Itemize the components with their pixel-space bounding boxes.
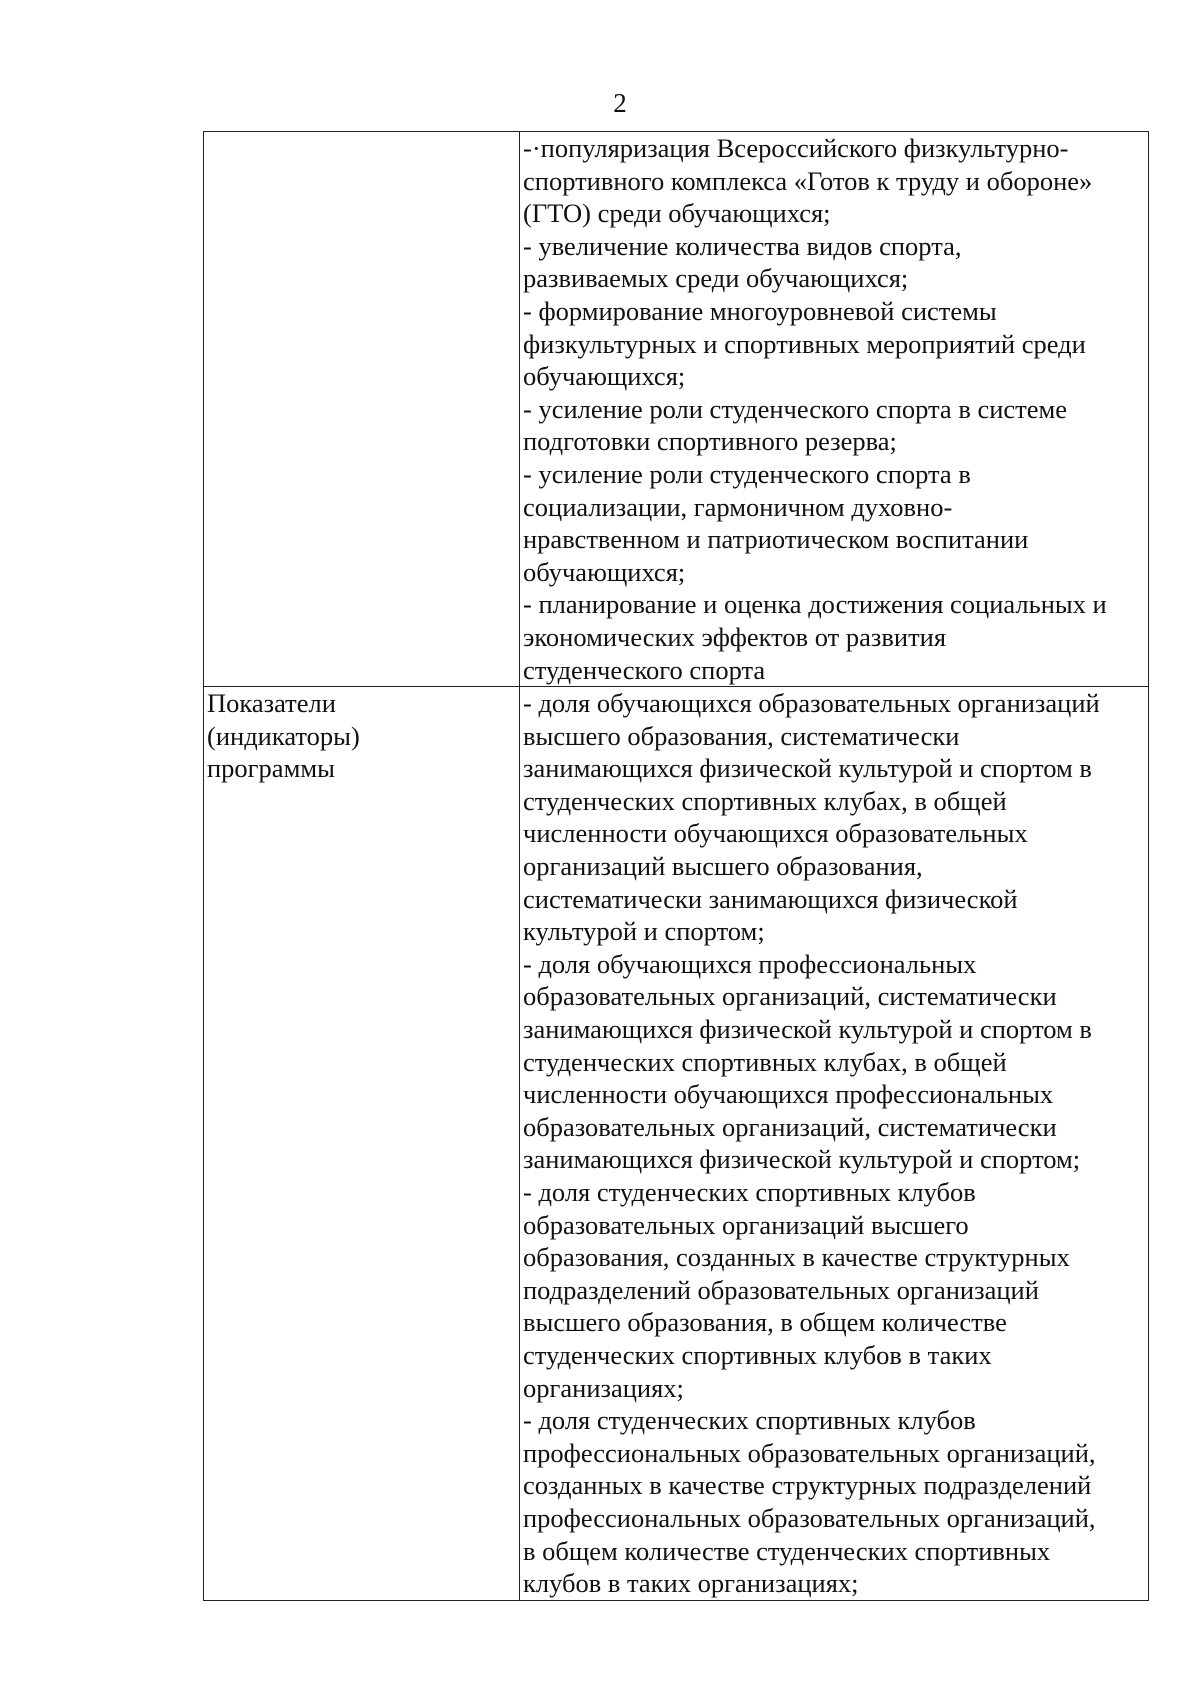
text-line: студенческих спортивных клубах, в общей — [523, 1046, 1007, 1077]
text-line: профессиональных образовательных организаций, — [523, 1502, 1096, 1533]
text-line: обучающихся; — [523, 361, 686, 392]
text-line: образовательных организаций, систематически — [523, 1111, 1057, 1142]
table-cell-content — [520, 687, 1149, 1601]
text-line: высшего образования, в общем количестве — [523, 1307, 1007, 1338]
text-line: подразделений образовательных организаций — [523, 1274, 1039, 1305]
text-line: развиваемых среди обучающихся; — [523, 263, 909, 294]
text-line: организациях; — [523, 1372, 684, 1403]
text-line: занимающихся физической культурой и спортом; — [523, 1144, 1081, 1175]
text-line: - доля студенческих спортивных клубов — [523, 1405, 976, 1436]
text-line: созданных в качестве структурных подразделений — [523, 1470, 1092, 1501]
text-line: подготовки спортивного резерва; — [523, 426, 897, 457]
text-line: нравственном и патриотическом воспитании — [523, 524, 1029, 555]
text-line: студенческого спорта — [523, 654, 766, 685]
text-line: численности обучающихся профессиональных — [523, 1079, 1054, 1110]
table-cell-label — [204, 687, 520, 1601]
text-line: численности обучающихся образовательных — [523, 818, 1028, 849]
label-line: программы — [207, 753, 335, 784]
text-line: занимающихся физической культурой и спортом в — [523, 1014, 1092, 1045]
table-cell-content — [520, 132, 1149, 687]
table-cell-label — [204, 132, 520, 687]
text-line: - формирование многоуровневой системы — [523, 295, 997, 326]
text-line: - доля студенческих спортивных клубов — [523, 1177, 976, 1207]
text-line: экономических эффектов от развития — [523, 621, 947, 652]
text-line: в общем количестве студенческих спортивных — [523, 1535, 1051, 1566]
text-line: социализации, гармоничном духовно- — [523, 491, 953, 522]
text-line: клубов в таких организациях; — [523, 1568, 859, 1599]
text-line: культурой и спортом; — [523, 916, 765, 947]
text-line: образования, созданных в качестве структурных — [523, 1242, 1070, 1273]
text-line: профессиональных образовательных организаций, — [523, 1437, 1096, 1468]
program-passport-table — [203, 131, 1149, 1601]
text-line: - доля обучающихся образовательных организаций — [523, 688, 1100, 719]
text-line: - усиление роли студенческого спорта в — [523, 458, 971, 489]
page-number: 2 — [613, 88, 627, 118]
text-line: студенческих спортивных клубов в таких — [523, 1339, 992, 1370]
text-line: студенческих спортивных клубах, в общей — [523, 785, 1007, 816]
text-line: образовательных организаций высшего — [523, 1209, 969, 1240]
text-line: организаций высшего образования, — [523, 851, 923, 882]
text-line: - доля обучающихся профессиональных — [523, 948, 977, 979]
text-line: высшего образования, систематически — [523, 720, 960, 751]
text-line: - увеличение количества видов спорта, — [523, 230, 962, 261]
text-line: -·популяризация Всероссийского физкультурно- — [523, 133, 1069, 163]
text-line: обучающихся; — [523, 556, 686, 587]
text-line: занимающихся физической культурой и спортом в — [523, 753, 1092, 784]
text-line: образовательных организаций, систематически — [523, 981, 1057, 1012]
table-row-tasks — [204, 132, 1149, 687]
text-line: - усиление роли студенческого спорта в системе — [523, 393, 1068, 424]
text-line: - планирование и оценка достижения социальных и — [523, 589, 1107, 620]
text-line: систематически занимающихся физической — [523, 883, 1018, 914]
label-line: (индикаторы) — [207, 720, 360, 751]
text-line: спортивного комплекса «Готов к труду и обороне» — [523, 165, 1093, 196]
text-line: (ГТО) среди обучающихся; — [523, 198, 831, 229]
table-row-indicators — [204, 687, 1149, 1601]
text-line: физкультурных и спортивных мероприятий среди — [523, 328, 1086, 359]
label-line: Показатели — [207, 688, 336, 719]
